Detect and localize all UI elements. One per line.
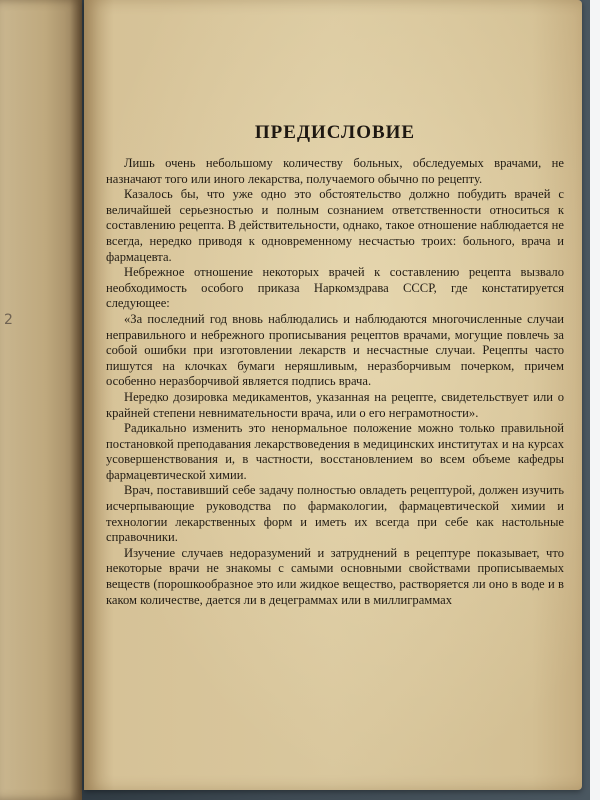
left-page: [0, 0, 82, 800]
page-title: ПРЕДИСЛОВИЕ: [254, 122, 416, 143]
paragraph: Казалось бы, что уже одно это обстоятельство должно побудить врачей с величайшей серьезностью и полным сознанием ответственности относиться к составлению рецепта. В действительности, однако, такое отношение наблюдается не всегда, нередко приводя к одновременному несчастью троих: больного, врача и фармацевта.: [106, 187, 564, 264]
paragraph: Радикально изменить это ненормальное положение можно только правильной постановкой преподавания лекарствоведения в медицинских институтах и на курсах усовершенствования и, в частности, восстановлением во всем объеме кафедры фармацевтической химии.: [106, 421, 564, 482]
paragraph: Врач, поставивший себе задачу полностью овладеть рецептурой, должен изучить исчерпывающие руководства по фармакологии, фармацевтической химии и технологии лекарственных форм и иметь их всегда при себе как настольные справочники.: [106, 483, 564, 545]
quote-paragraph: «За последний год вновь наблюдались и наблюдаются многочисленные случаи неправильного и небрежного прописывания рецептов врачами, могущие повлечь за собой ошибки при изготовлении лекарств и несчастные случаи. Рецепты часто пишутся на клочках бумаги неряшливым, неразборчивым почерком, причем особенно неразборчивой является подпись врача.: [106, 311, 564, 389]
quote-paragraph: Нередко дозировка медикаментов, указанная на рецепте, свидетельствует или о крайней степени невнимательности врача, или о его неграмотности».: [106, 389, 564, 420]
paragraph: Небрежное отношение некоторых врачей к составлению рецепта вызвало необходимость особого приказа Наркомздрава СССР, где констатируется следующее:: [106, 265, 564, 311]
book-page: [84, 0, 582, 790]
page-text: [106, 122, 564, 608]
paragraph: Лишь очень небольшому количеству больных, обследуемых врачами, не назначают того или иного лекарства, получаемого обычно по рецепту.: [106, 156, 564, 186]
paragraph: Изучение случаев недоразумений и затруднений в рецептуре показывает, что некоторые врачи не знакомы с самыми основными свойствами прописываемых веществ (порошкообразное это или жидкое вещество, растворяется ли оно в воде и в каком количестве, дается ли в децеграммах или в миллиграммах: [106, 545, 564, 607]
left-page-mark: 2: [4, 312, 15, 328]
